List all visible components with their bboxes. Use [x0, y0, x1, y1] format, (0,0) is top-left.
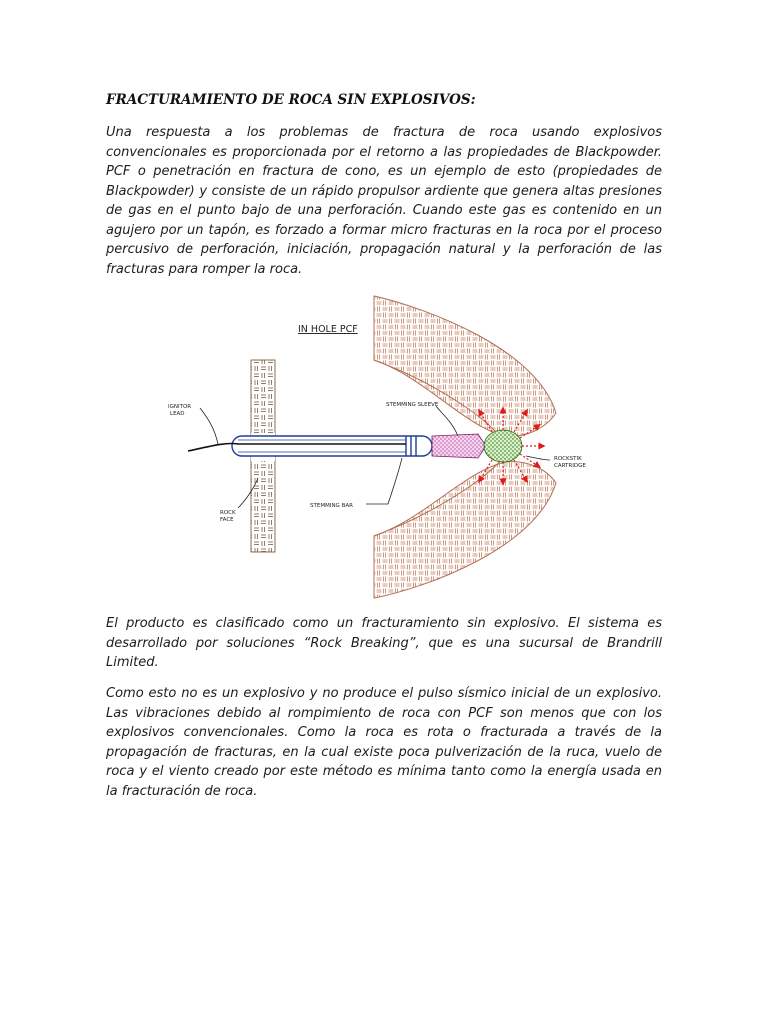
stemming-sleeve [432, 434, 486, 458]
paragraph-product: El producto es clasificado como un fracturamiento sin explosivo. El sistema es desarrollado por soluciones “Rock Breaking”, que es una sucursal de Brandrill Limited. [106, 616, 662, 670]
paragraph-vibrations: Como esto no es un explosivo y no produce el pulso sísmico inicial de un explosivo. Las vibraciones debido al rompimiento de roca con PCF son menos que con los explosivos convencionales. Como la roca es rota o fracturada a través de la propagación de fracturas, en la cual existe poca pulverización de la ruca, vuelo de roca y el viento creado por este método es mínima tanto como la energía usada en la fracturación de roca. [106, 686, 662, 799]
label-rock-face-line1: ROCK [220, 510, 236, 516]
figure-title: IN HOLE PCF [298, 324, 358, 335]
paragraph-intro: Una respuesta a los problemas de fractura de roca usando explosivos convencionales es proporcionada por el retorno a las propiedades de Blackpowder. PCF o penetración en fractura de cono, es un ejemplo de esto (propiedades de Blackpowder) y consiste de un rápido propulsor ardiente que genera altas presiones de gas en el punto bajo de una perforación. Cuando este gas es contenido en un agujero por un tapón, es forzado a formar micro fracturas en la roca por el proceso percusivo de perforación, iniciación, propagación natural y la perforación de las fracturas para romper la roca. [106, 125, 662, 277]
label-ignitor-line2: LEAD [170, 411, 185, 417]
upper-fracture-zone [374, 296, 556, 436]
label-rock-face-line2: FACE [220, 517, 234, 523]
label-stemming-bar: STEMMING BAR [310, 503, 353, 509]
document-heading: FRACTURAMIENTO DE ROCA SIN EXPLOSIVOS: [106, 92, 476, 108]
label-rockstik-line2: CARTRIDGE [554, 463, 586, 469]
pcf-diagram [106, 288, 662, 602]
rockstik-cartridge [484, 430, 522, 462]
stemming-bar-tube [232, 436, 432, 456]
label-ignitor-line1: IGNITOR [168, 404, 192, 410]
label-rockstik-line1: ROCKSTIK [554, 456, 582, 462]
lower-fracture-zone [374, 462, 556, 598]
label-stemming-sleeve: STEMMING SLEEVE [386, 402, 439, 408]
